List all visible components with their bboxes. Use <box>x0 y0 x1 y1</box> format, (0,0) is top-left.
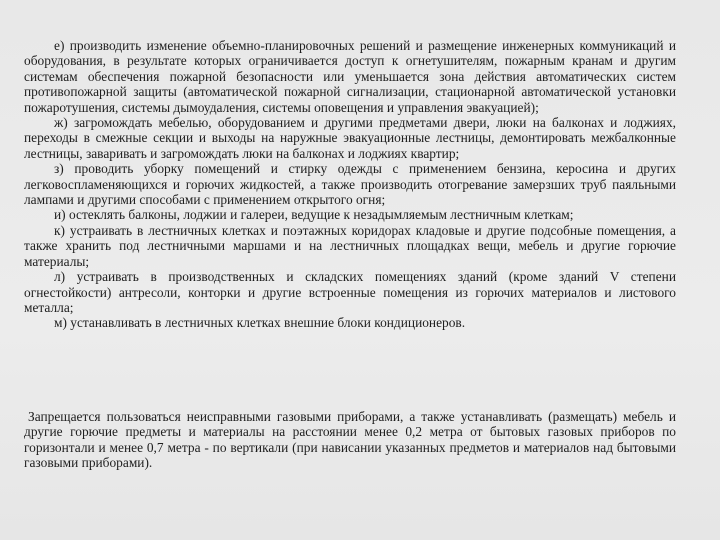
prohibition-item-l: л) устраивать в производственных и складских помещениях зданий (кроме зданий V степени огнестойкости) антресоли, конторки и другие встроенные помещения из горючих материалов и листового металла; <box>24 269 676 315</box>
prohibition-item-zh: ж) загромождать мебелью, оборудованием и другими предметами двери, люки на балконах и лоджиях, переходы в смежные секции и выходы на наружные эвакуационные лестницы, демонтировать межбалконные лестницы, заваривать и загромождать люки на балконах и лоджиях квартир; <box>24 115 676 161</box>
prohibition-item-k: к) устраивать в лестничных клетках и поэтажных коридорах кладовые и другие подсобные помещения, а также хранить под лестничными маршами и на лестничных площадках вещи, мебель и другие горючие материалы; <box>24 222 676 269</box>
gas-warning-text: Запрещается пользоваться неисправными газовыми приборами, а также устанавливать (размещать) мебель и другие горючие предметы и материалы на расстоянии менее 0,2 метра от бытовых газовых приборов по горизонтали и менее 0,7 метра - по вертикали (при нависании указанных предметов и материалов над бытовыми газовыми приборами). <box>24 409 676 471</box>
prohibition-item-e: е) производить изменение объемно-планировочных решений и размещение инженерных коммуникаций и оборудования, в результате которых ограничивается доступ к огнетушителям, пожарным кранам и другим системам обеспечения пожарной безопасности или уменьшается зона действия автоматических систем противопожарной защиты (автоматической пожарной сигнализации, стационарной автоматической установки пожаротушения, системы дымоудаления, системы оповещения и управления эвакуацией); <box>24 38 676 115</box>
prohibition-item-i: и) остеклять балконы, лоджии и галереи, ведущие к незадымляемым лестничным клеткам; <box>54 207 574 223</box>
prohibition-item-m: м) устанавливать в лестничных клетках внешние блоки кондиционеров. <box>54 315 466 331</box>
prohibition-item-z: з) проводить уборку помещений и стирку одежды с применением бензина, керосина и других легковоспламеняющихся и горючих жидкостей, а также производить отогревание замерзших труб паяльными лампами и другими способами с применением открытого огня; <box>24 161 676 208</box>
prohibitions-list <box>24 38 676 331</box>
gas-appliances-warning <box>24 409 676 471</box>
